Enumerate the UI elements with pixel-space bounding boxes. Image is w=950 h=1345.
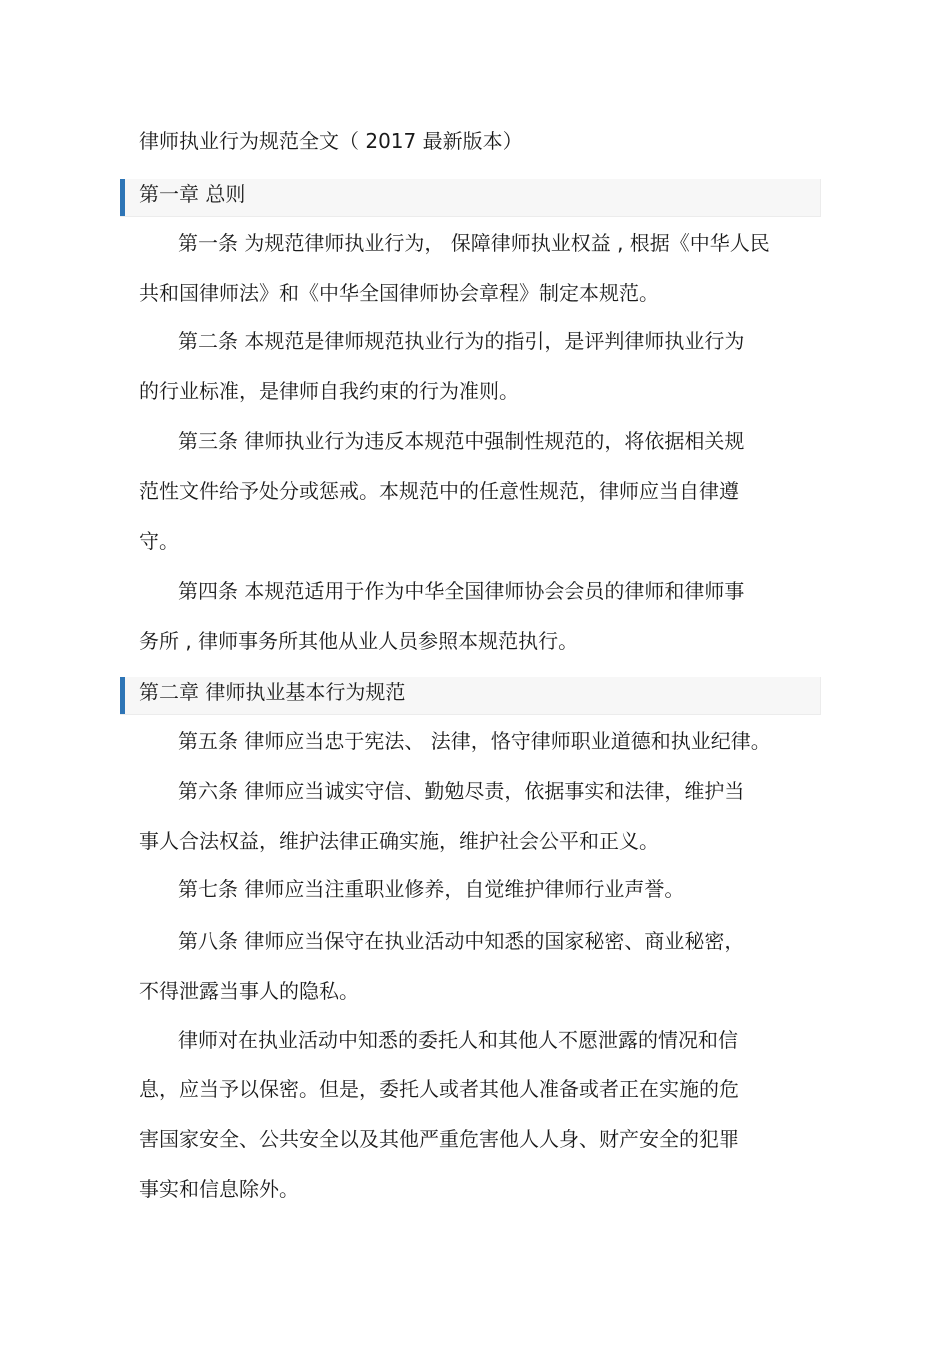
paragraph-line: 害国家安全、公共安全以及其他严重危害他人人身、财产安全的犯罪 (139, 1127, 739, 1151)
paragraph-line: 第三条 律师执业行为违反本规范中强制性规范的，将依据相关规 (178, 429, 745, 453)
paragraph-line: 事实和信息除外。 (139, 1177, 299, 1201)
chapter-title: 第二章 律师执业基本行为规范 (139, 680, 406, 704)
chapter-accent-bar (120, 179, 125, 216)
paragraph-line: 第七条 律师应当注重职业修养，自觉维护律师行业声誉。 (178, 877, 685, 901)
paragraph-line: 事人合法权益，维护法律正确实施，维护社会公平和正义。 (139, 829, 659, 853)
paragraph-line: 务所 , 律师事务所其他从业人员参照本规范执行。 (139, 629, 579, 653)
chapter-accent-bar (120, 677, 125, 714)
paragraph-line: 范性文件给予处分或惩戒。本规范中的任意性规范，律师应当自律遵 (139, 479, 739, 503)
paragraph-line: 共和国律师法》和《中华全国律师协会章程》制定本规范。 (139, 281, 659, 305)
paragraph-line: 不得泄露当事人的隐私。 (139, 979, 359, 1003)
paragraph-line: 守。 (139, 529, 179, 553)
chapter-heading-1 (120, 179, 821, 217)
chapter-title: 第一章 总则 (139, 182, 246, 206)
document-title: 律师执业行为规范全文（ 2017 最新版本） (139, 129, 523, 153)
paragraph-line: 第六条 律师应当诚实守信、勤勉尽责，依据事实和法律，维护当 (178, 779, 745, 803)
paragraph-line: 第二条 本规范是律师规范执业行为的指引，是评判律师执业行为 (178, 329, 745, 353)
paragraph-line: 第四条 本规范适用于作为中华全国律师协会会员的律师和律师事 (178, 579, 745, 603)
paragraph-line: 第八条 律师应当保守在执业活动中知悉的国家秘密、商业秘密， (178, 929, 745, 953)
paragraph-line: 的行业标准，是律师自我约束的行为准则。 (139, 379, 519, 403)
chapter-heading-2 (120, 677, 821, 715)
paragraph-line: 第一条 为规范律师执业行为， 保障律师执业权益 , 根据《中华人民 (178, 231, 770, 255)
paragraph-line: 息，应当予以保密。但是，委托人或者其他人准备或者正在实施的危 (139, 1077, 739, 1101)
paragraph-line: 第五条 律师应当忠于宪法、 法律，恪守律师职业道德和执业纪律。 (178, 729, 771, 753)
paragraph-line: 律师对在执业活动中知悉的委托人和其他人不愿泄露的情况和信 (178, 1028, 738, 1052)
